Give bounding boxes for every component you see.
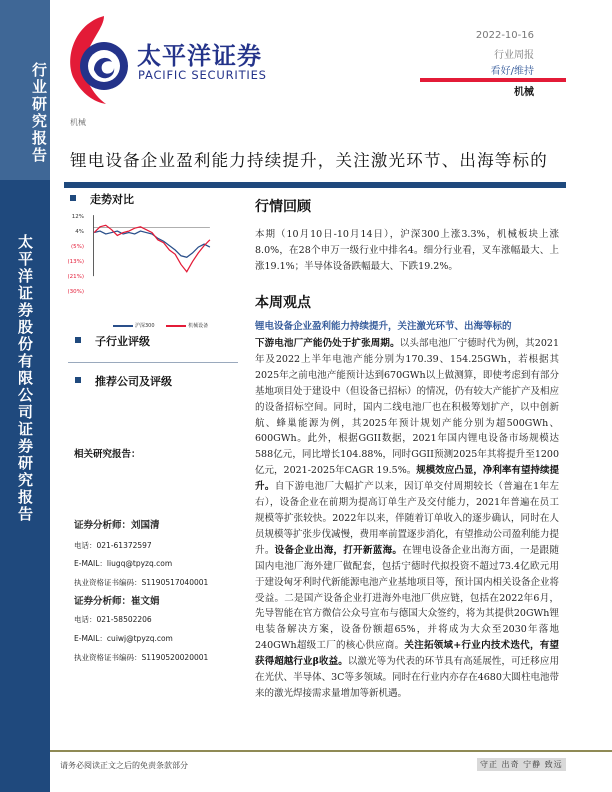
p3-lead: 设备企业出海，打开新蓝海。 <box>274 544 403 556</box>
trend-heading: 走势对比 <box>90 193 134 206</box>
recommended-heading: 推荐公司及评级 <box>95 375 172 388</box>
trend-chart <box>88 212 238 298</box>
market-review-heading: 行情回顾 <box>255 199 311 215</box>
p2-lead: 规模效应凸显，净利率有望持续提升。 <box>255 465 559 493</box>
analyst-name: 证券分析师：刘国清 <box>74 520 160 531</box>
logo-english-name: PACIFIC SECURITIES <box>138 68 267 82</box>
footer-motto: 守正 出奇 宁静 致远 <box>477 758 566 771</box>
footer-divider <box>50 750 612 752</box>
category-label: 机械 <box>70 118 86 127</box>
report-date: 2022-10-16 <box>475 30 534 41</box>
analyst-cert: 执业资格证书编码：S1190520020001 <box>74 653 209 662</box>
analyst-cert: 执业资格证书编码：S1190517040001 <box>74 578 209 587</box>
report-title: 锂电设备企业盈利能力持续提升，关注激光环节、出海等标的 <box>70 151 548 170</box>
logo-chinese-name: 太平洋证券 <box>137 42 262 70</box>
y-tick: (13%) <box>67 259 84 265</box>
analyst-phone: 电话：021-61372597 <box>74 541 152 550</box>
analyst-phone: 电话：021-58502206 <box>74 615 152 624</box>
p4-text: 以激光等为代表的环节具有高延展性，可迁移应用在光伏、半导体、3C等多领域。同时在行业内亦存在4680大圆柱电池带来的激光焊接需求量增加等新机遇。 <box>255 656 559 699</box>
legend-label: 机械设备 <box>188 323 209 329</box>
bullet-square-icon <box>70 195 76 201</box>
p1-lead: 下游电池厂产能仍处于扩张周期。 <box>255 338 400 349</box>
sector: 机械 <box>514 87 534 98</box>
y-tick: (30%) <box>67 289 84 295</box>
weekly-view-subheading: 锂电设备企业盈利能力持续提升，关注激光环节、出海等标的 <box>255 321 512 332</box>
p2-text: 自下游电池厂大幅扩产以来，因订单交付周期较长（普遍在1年左右），设备企业在前期为提高订单生产及交付能力，2021年普遍在员工规模等扩张较快。2022年以来，伴随着订单收入的逐步确认，同时在人员规模等扩张步伐减慢，费用率前置逐步消化，有望推动公司盈利能力提升。 <box>255 481 560 556</box>
y-tick: 4% <box>75 229 84 235</box>
footer-disclaimer: 请务必阅读正文之后的免责条款部分 <box>60 761 188 770</box>
p3-text: 在锂电设备企业出海方面，一是跟随国内电池厂海外建厂做配套，包括宁德时代拟投资不超过73.4亿欧元用于建设匈牙利时代新能源电池产业基地项目等，预计国内相关设备企业将受益。二是国产设备企业打进海外电池厂供应链，包括在2022年6月，先导智能在官方微信公众号宣布与德国大众签约，将为其提供20GWh锂电装备解决方案，设备份额超65%，并将成为大众至2030年落地240GWh超级工厂的核心供应商。 <box>255 544 560 652</box>
subindustry-heading: 子行业评级 <box>95 335 150 348</box>
weekly-view-heading: 本周观点 <box>255 295 311 311</box>
sidebar-report-type: 行业研究报告 <box>30 62 48 164</box>
legend-label: 沪深300 <box>135 323 155 329</box>
rating: 看好/维持 <box>490 66 534 77</box>
related-reports-heading: 相关研究报告： <box>74 449 141 460</box>
analyst-email[interactable]: E-MAIL：cuiwj@tpyzq.com <box>74 634 173 643</box>
pacific-securities-logo-icon <box>64 14 134 106</box>
market-review-text: 本期（10月10日-10月14日），沪深300上涨3.3%，机械板块上涨8.0%，在28个申万一级行业中排名4。细分行业看，叉车涨幅最大、上涨19.1%；半导体设备跌幅最大、下跌19.2%。 <box>255 229 559 272</box>
sidebar-company-label: 太平洋证券股份有限公司证券研究报告 <box>16 234 34 523</box>
analyst-email[interactable]: E-MAIL：liugq@tpyzq.com <box>74 559 173 568</box>
report-type: 行业周报 <box>494 50 534 61</box>
bullet-square-icon <box>75 377 81 383</box>
analyst-name: 证券分析师：崔文娟 <box>74 596 160 607</box>
legend-swatch-machinery <box>166 325 186 327</box>
sidebar-bottom-block <box>0 622 50 792</box>
chart-legend <box>113 322 208 329</box>
p1-text: 以头部电池厂宁德时代为例，其2021年及2022上半年电池产能分别为170.39、154.25GWh，若根据其2025年之前电池产能预计达到670GWh以上做测算，即使考虑到有部分基地项目处于建设中（但设备已招标）的情况，仍有较大产能扩产及相应的设备招标空间。同时，国内二线电池厂也在积极筹划扩产，以中创新航、蜂巢能源为例，其2025年预计规划产能分别为超500GWh、600GWh。此外，根据GGII数据，2021年国内锂电设备市场规模达588亿元，同比增长104.88%，同时GGII预测2025年其将提升至1200亿元，2021-2025年CAGR 19.5%。 <box>255 338 560 477</box>
y-tick: 12% <box>71 214 84 220</box>
weekly-view-body <box>255 336 559 702</box>
header-red-divider <box>420 78 566 82</box>
p4-lead: 关注拓领域+行业内技术迭代，有望获得超越行业β收益。 <box>255 640 559 668</box>
legend-swatch-hs300 <box>113 325 133 327</box>
left-divider <box>68 362 238 363</box>
bullet-square-icon <box>75 337 81 343</box>
y-tick: (21%) <box>67 274 84 280</box>
series-line <box>94 231 210 257</box>
y-tick: (5%) <box>70 244 84 250</box>
title-divider <box>64 182 566 188</box>
